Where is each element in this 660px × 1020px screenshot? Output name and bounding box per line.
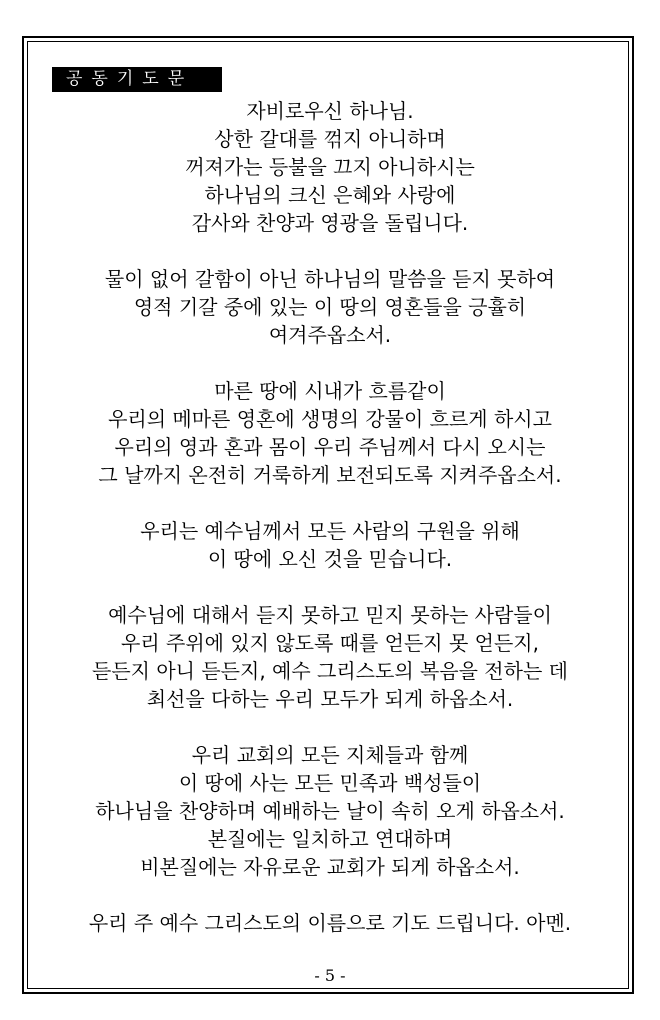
stanza-3 [34,377,626,489]
stanza-1 [34,97,626,237]
prayer-line: 물이 없어 갈함이 아닌 하나님의 말씀을 듣지 못하여 [104,267,556,291]
prayer-line: 꺼져가는 등불을 끄지 아니하시는 [185,155,475,179]
stanza-6 [34,741,626,881]
stanza-5 [34,601,626,713]
prayer-line: 하나님을 찬양하며 예배하는 날이 속히 오게 하옵소서. [95,799,565,823]
stanza-2 [34,265,626,349]
prayer-line: 비본질에는 자유로운 교회가 되게 하옵소서. [140,855,520,879]
prayer-line: 듣든지 아니 듣든지, 예수 그리스도의 복음을 전하는 데 [92,659,568,683]
prayer-line: 이 땅에 오신 것을 믿습니다. [207,547,453,571]
prayer-line: 여겨주옵소서. [268,323,392,347]
prayer-line: 그 날까지 온전히 거룩하게 보전되도록 지켜주옵소서. [98,463,562,487]
prayer-line: 본질에는 일치하고 연대하며 [207,827,453,851]
stanza-7 [34,909,626,937]
prayer-line: 우리의 영과 혼과 몸이 우리 주님께서 다시 오시는 [114,435,546,459]
prayer-body [34,97,626,965]
prayer-line: 하나님의 크신 은혜와 사랑에 [204,183,456,207]
section-title: 공동기도문 [52,67,222,92]
prayer-line: 마른 땅에 시내가 흐름같이 [214,379,446,403]
prayer-line: 상한 갈대를 꺾지 아니하며 [214,127,446,151]
prayer-line: 예수님에 대해서 듣지 못하고 믿지 못하는 사람들이 [108,603,552,627]
prayer-line: 우리 교회의 모든 지체들과 함께 [191,743,469,767]
prayer-line: 우리는 예수님께서 모든 사람의 구원을 위해 [140,519,520,543]
prayer-line: 우리 주위에 있지 않도록 때를 얻든지 못 얻든지, [121,631,539,655]
prayer-line: 최선을 다하는 우리 모두가 되게 하옵소서. [146,687,514,711]
stanza-4 [34,517,626,573]
prayer-line: 감사와 찬양과 영광을 돌립니다. [191,211,469,235]
prayer-line: 우리의 메마른 영혼에 생명의 강물이 흐르게 하시고 [108,407,552,431]
prayer-line: 우리 주 예수 그리스도의 이름으로 기도 드립니다. 아멘. [88,911,572,935]
prayer-line: 영적 기갈 중에 있는 이 땅의 영혼들을 긍휼히 [133,295,527,319]
page-number: - 5 - [314,966,346,985]
prayer-line: 이 땅에 사는 모든 민족과 백성들이 [178,771,482,795]
prayer-line: 자비로우신 하나님. [246,99,414,123]
